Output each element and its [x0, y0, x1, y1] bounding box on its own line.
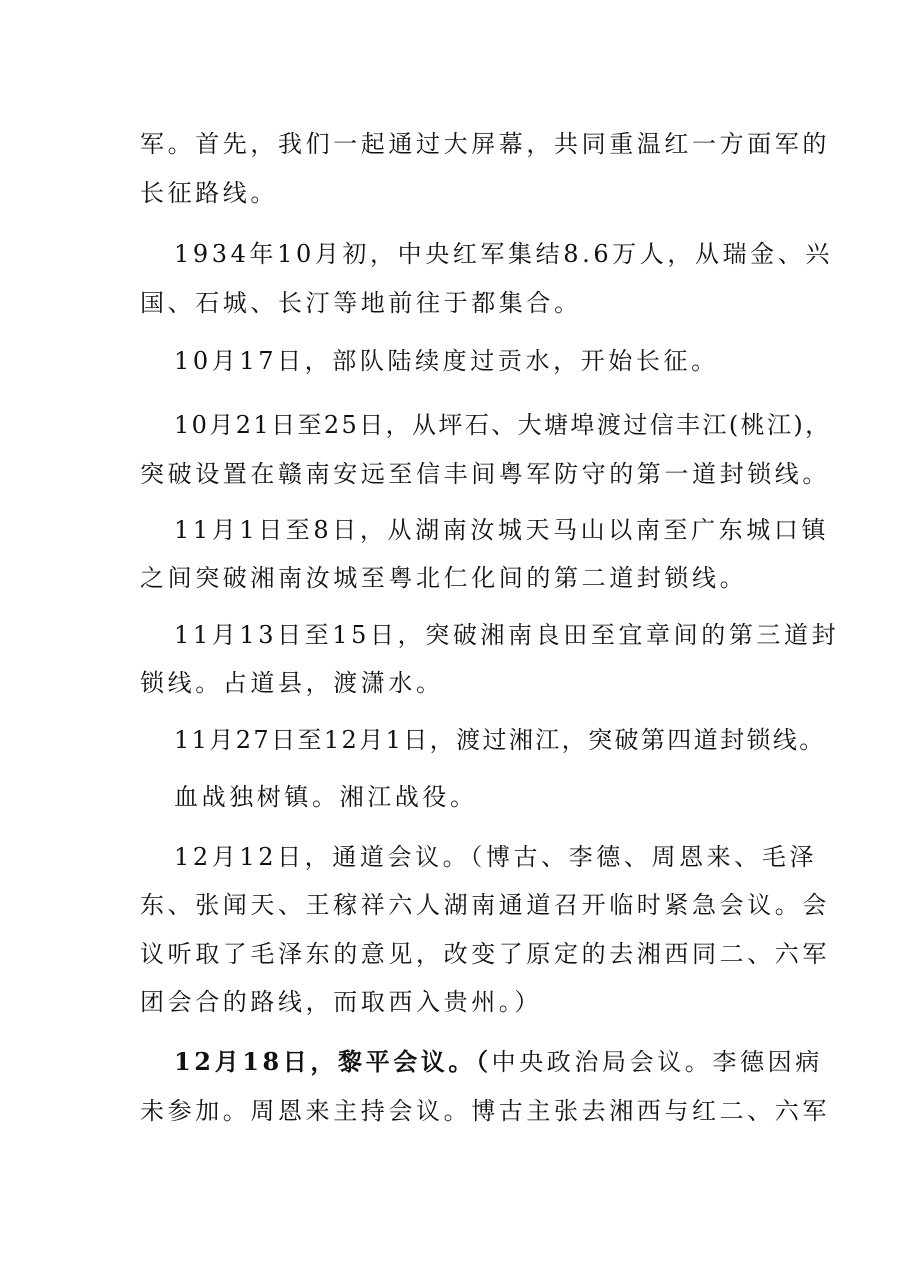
- text-line: 11月27日至12月1日，渡过湘江，突破第四道封锁线。: [174, 726, 826, 754]
- text-line: 国、石城、长汀等地前往于都集合。: [140, 289, 582, 317]
- text-line: 锁线。占道县，渡潇水。: [140, 669, 444, 697]
- text-line: 之间突破湘南汝城至粤北仁化间的第二道封锁线。: [140, 564, 748, 592]
- text-line: 突破设置在赣南安远至信丰间粤军防守的第一道封锁线。: [140, 460, 830, 488]
- text-line: 议听取了毛泽东的意见，改变了原定的去湘西同二、六军: [140, 940, 830, 968]
- text-line: 11月1日至8日，从湖南汝城天马山以南至广东城口镇: [174, 516, 830, 544]
- text-line: 长征路线。: [140, 179, 278, 207]
- text-line: 东、张闻天、王稼祥六人湖南通道召开临时紧急会议。会: [140, 891, 830, 919]
- text-line: 12月12日，通道会议。（博古、李德、周恩来、毛泽: [174, 843, 818, 871]
- text-run: 中央政治局会议。李德因病: [491, 1048, 823, 1076]
- text-line: 1934年10月初，中央红军集结8.6万人，从瑞金、兴: [174, 240, 833, 268]
- text-line: 10月21日至25日，从坪石、大塘埠渡过信丰江(桃江)，: [174, 411, 832, 439]
- text-line: 团会合的路线，而取西入贵州。）: [140, 988, 542, 1016]
- bold-heading: 12月18日，黎平会议。（: [174, 1047, 492, 1076]
- text-line: [174, 1044, 823, 1080]
- text-line: 未参加。周恩来主持会议。博古主张去湘西与红二、六军: [140, 1097, 830, 1125]
- text-line: 11月13日至15日，突破湘南良田至宜章间的第三道封: [174, 621, 840, 649]
- text-line: 10月17日，部队陆续度过贡水，开始长征。: [174, 347, 719, 375]
- text-line: 军。首先，我们一起通过大屏幕，共同重温红一方面军的: [140, 130, 830, 158]
- text-line: 血战独树镇。湘江战役。: [174, 783, 478, 811]
